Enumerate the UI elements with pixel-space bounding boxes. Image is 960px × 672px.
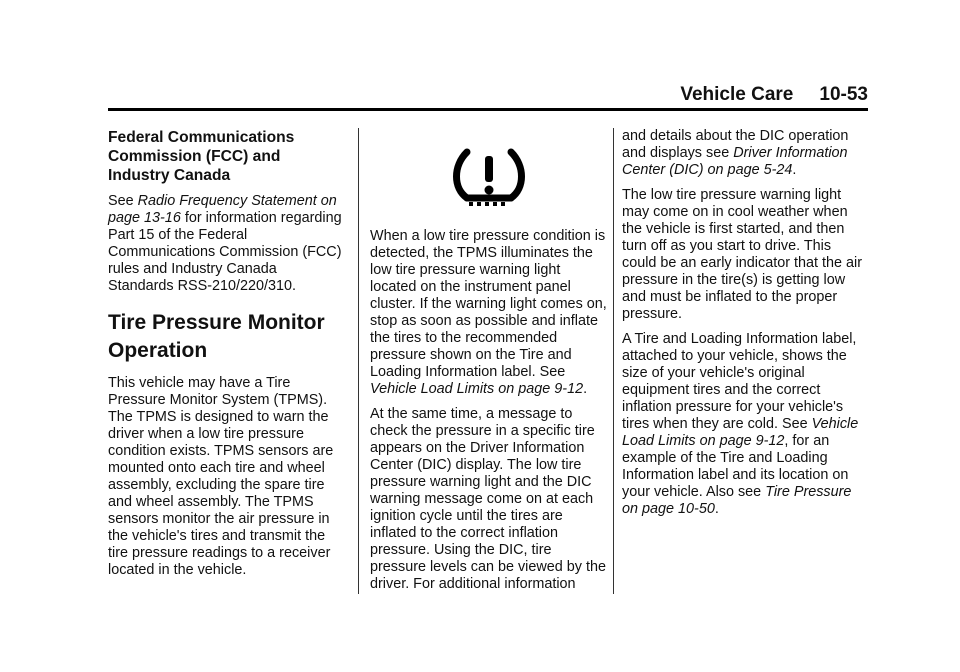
page-number: 10-53 bbox=[819, 84, 868, 105]
col3-paragraph-3 bbox=[622, 331, 868, 518]
fcc-text-see: See bbox=[108, 193, 134, 209]
col3-p3-mid: , for an example of the Tire and Loading Information label and its location on your vehicle. Also see bbox=[622, 433, 849, 500]
tire-pressure-link[interactable]: Tire Pressure on page 10-50 bbox=[622, 484, 852, 517]
column-2 bbox=[370, 128, 608, 601]
dic-link[interactable]: Driver Information Center (DIC) on page 5-24 bbox=[622, 145, 848, 178]
fcc-cross-reference[interactable]: Radio Frequency Statement on page 13-16 bbox=[108, 193, 337, 226]
fcc-paragraph bbox=[108, 193, 346, 295]
fcc-text-rest: for information regarding Part 15 of the Federal Communications Commission (FCC) rules and Industry Canada Standards RSS-210/220/310. bbox=[108, 210, 342, 294]
page-header bbox=[108, 84, 868, 106]
col2-paragraph-2: At the same time, a message to check the pressure in a specific tire appears on the Driver Information Center (DIC) display. The low tire pressure warning light and the DIC warning message come on at each ignition cycle until the tires are inflated to the correct inflation pressure. Using the DIC, tire pressure levels can be viewed by the driver. For additional information bbox=[370, 406, 606, 592]
col2-p1-text: When a low tire pressure condition is detected, the TPMS illuminates the low tire pressure warning light located on the instrument panel cluster. If the warning light comes on, stop as soon as possible and inflate the tires to the recommended pressure shown on the Tire and Loading Information label. See bbox=[370, 228, 607, 380]
fcc-heading: Federal Communications Commission (FCC) and Industry Canada bbox=[108, 129, 295, 184]
column-divider-1 bbox=[358, 128, 359, 594]
vehicle-load-limits-link-2[interactable]: Vehicle Load Limits on page 9-12 bbox=[622, 416, 859, 449]
col3-p3-end: . bbox=[714, 501, 719, 517]
col2-paragraph-1 bbox=[370, 228, 608, 398]
tire-pressure-warning-icon bbox=[441, 144, 537, 208]
col3-p1-text: and details about the DIC operation and displays see bbox=[622, 128, 849, 161]
tpms-paragraph: This vehicle may have a Tire Pressure Monitor System (TPMS). The TPMS is designed to warn the driver when a low tire pressure condition exists. TPMS sensors are mounted onto each tire and wheel assembly, excluding the spare tire and wheel assembly. The TPMS sensors monitor the air pressure in the vehicle's tires and transmit the tire pressure readings to a receiver located in the vehicle. bbox=[108, 375, 334, 578]
column-divider-2 bbox=[613, 128, 614, 594]
header-rule bbox=[108, 108, 868, 111]
section-title: Vehicle Care bbox=[680, 84, 794, 105]
col3-p3-text: A Tire and Loading Information label, attached to your vehicle, shows the size of your vehicle's original equipment tires and the correct inflation pressure for your vehicle's tires when they are cold. See bbox=[622, 331, 857, 432]
col3-paragraph-1 bbox=[622, 128, 868, 179]
icon-container bbox=[370, 128, 608, 228]
col2-p1-end: . bbox=[583, 381, 588, 397]
vehicle-load-limits-link[interactable]: Vehicle Load Limits on page 9-12 bbox=[370, 381, 584, 397]
tpms-heading: Tire Pressure Monitor Operation bbox=[108, 311, 325, 362]
col3-p1-end: . bbox=[792, 162, 797, 178]
column-1 bbox=[108, 128, 346, 587]
column-3 bbox=[622, 128, 868, 526]
col3-paragraph-2: The low tire pressure warning light may come on in cool weather when the vehicle is first started, and then turn off as you start to drive. This could be an early indicator that the air pressure in the tire(s) is getting low and must be inflated to the proper pressure. bbox=[622, 187, 862, 322]
